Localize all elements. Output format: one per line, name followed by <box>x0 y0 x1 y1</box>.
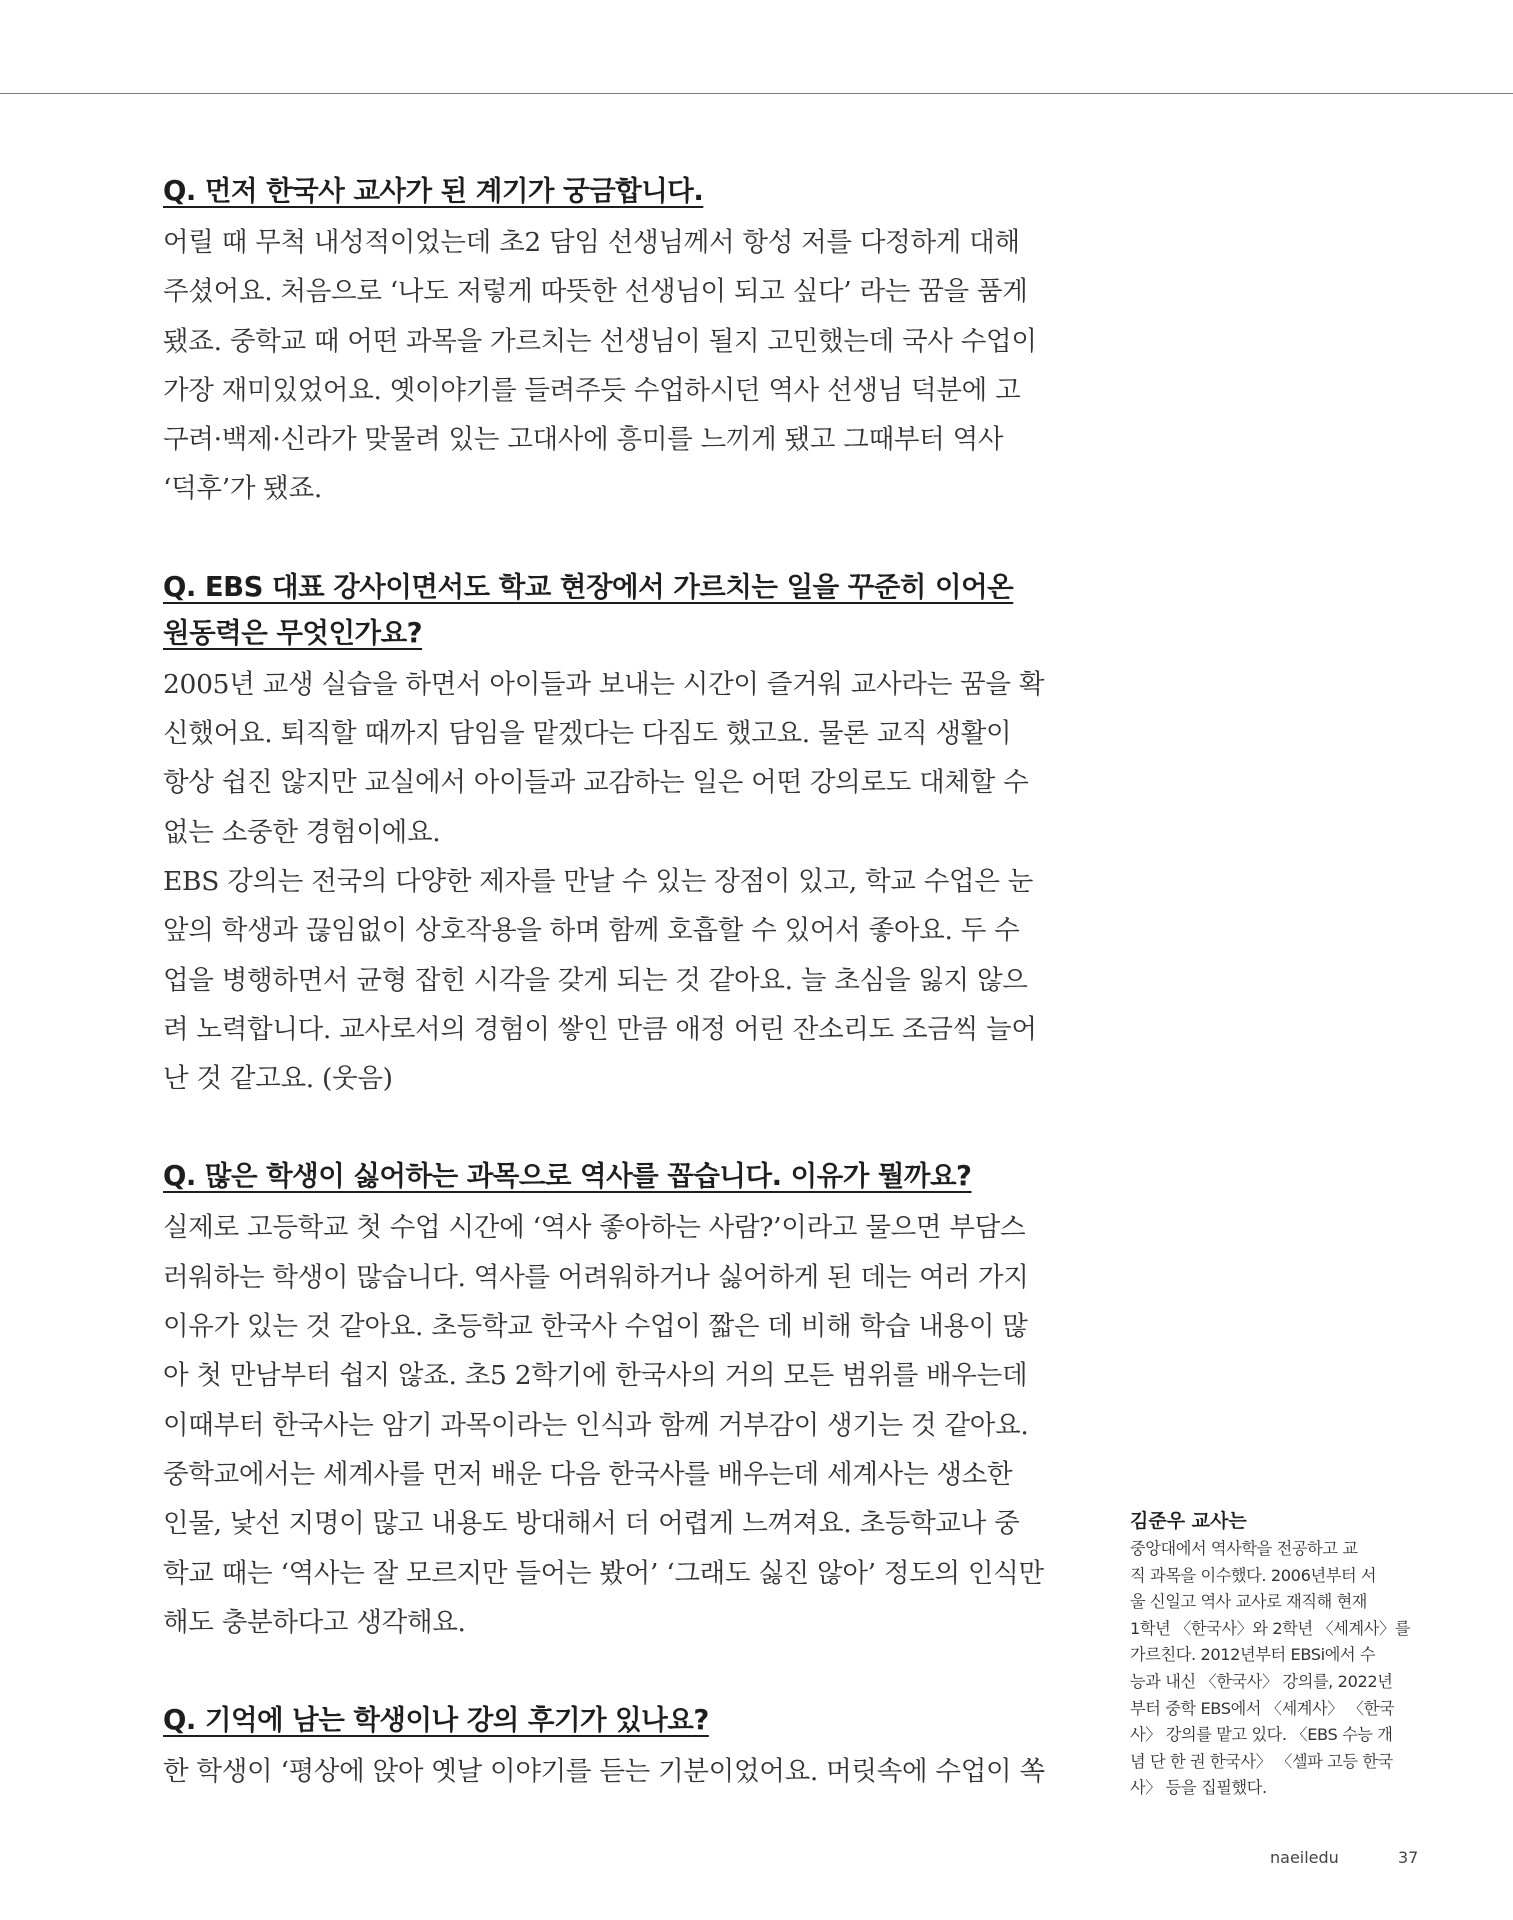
question-heading: Q. 기억에 남는 학생이나 강의 후기가 있나요? <box>163 1704 709 1737</box>
author-name: 김준우 교사는 <box>1130 1510 1247 1532</box>
question-heading: Q. 먼저 한국사 교사가 된 계기가 궁금합니다. <box>163 175 704 207</box>
qa-section <box>163 168 1037 514</box>
qa-section <box>163 564 1045 1104</box>
answer-text: 한 학생이 ‘평상에 앉아 옛날 이야기를 듣는 기분이었어요. 머릿속에 수업이 쏙 <box>163 1756 1045 1788</box>
question-heading: Q. EBS 대표 강사이면서도 학교 현장에서 가르치는 일을 꾸준히 이어온 원동력은 무엇인가요? <box>163 570 1014 649</box>
article-body <box>163 168 1045 1846</box>
answer-text: 2005년 교생 실습을 하면서 아이들과 보내는 시간이 즐거워 교사라는 꿈을 확 신했어요. 퇴직할 때까지 담임을 맡겠다는 다짐도 했고요. 물론 교직 생활이 항상 쉽진 않지만 교실에서 아이들과 교감하는 일은 어떤 강의로도 대체할 수 없는 소중한 경험이에요. EBS 강의는 전국의 다양한 제자를 만날 수 있는 장점이 있고, 학교 수업은 눈 앞의 학생과 끊임없이 상호작용을 하며 함께 호흡할 수 있어서 좋아요. 두 수 업을 병행하면서 균형 잡힌 시각을 갖게 되는 것 같아요. 늘 초심을 잃지 않으 려 노력합니다. 교사로서의 경험이 쌓인 만큼 애정 어린 잔소리도 조금씩 늘어 난 것 같고요. (웃음) <box>163 668 1045 1095</box>
author-profile <box>1130 1508 1430 1802</box>
qa-section <box>163 1153 1044 1647</box>
qa-section <box>163 1697 1045 1796</box>
answer-text: 실제로 고등학교 첫 수업 시간에 ‘역사 좋아하는 사람?’이라고 물으면 부담스 러워하는 학생이 많습니다. 역사를 어려워하거나 싫어하게 된 데는 여러 가지 이유가 있는 것 같아요. 초등학교 한국사 수업이 짧은 데 비해 학습 내용이 많 아 첫 만남부터 쉽지 않죠. 초5 2학기에 한국사의 거의 모든 범위를 배우는데 이때부터 한국사는 암기 과목이라는 인식과 함께 거부감이 생기는 것 같아요. 중학교에서는 세계사를 먼저 배운 다음 한국사를 배우는데 세계사는 생소한 인물, 낯선 지명이 많고 내용도 방대해서 더 어렵게 느껴져요. 초등학교나 중 학교 때는 ‘역사는 잘 모르지만 들어는 봤어’ ‘그래도 싫진 않아’ 정도의 인식만 해도 충분하다고 생각해요. <box>163 1212 1044 1638</box>
page-number: 37 <box>1398 1848 1419 1867</box>
answer-text: 어릴 때 무척 내성적이었는데 초2 담임 선생님께서 항성 저를 다정하게 대해 주셨어요. 처음으로 ‘나도 저렇게 따뜻한 선생님이 되고 싶다’ 라는 꿈을 품게 됐죠. 중학교 때 어떤 과목을 가르치는 선생님이 될지 고민했는데 국사 수업이 가장 재미있었어요. 옛이야기를 들려주듯 수업하시던 역사 선생님 덕분에 고 구려·백제·신라가 맞물려 있는 고대사에 흥미를 느끼게 됐고 그때부터 역사 ‘덕후’가 됐죠. <box>163 227 1037 505</box>
author-bio: 중앙대에서 역사학을 전공하고 교 직 과목을 이수했다. 2006년부터 서 울 신일고 역사 교사로 재직해 현재 1학년 〈한국사〉와 2학년 〈세계사〉를 가르친다. 2012년부터 EBSi에서 수 능과 내신 〈한국사〉 강의를, 2022년 부터 중학 EBS에서 〈세계사〉 〈한국 사〉 강의를 맡고 있다. 〈EBS 수능 개 념 단 한 권 한국사〉 〈셀파 고등 한국 사〉 등을 집필했다. <box>1130 1539 1411 1798</box>
question-heading: Q. 많은 학생이 싫어하는 과목으로 역사를 꼽습니다. 이유가 뭘까요? <box>163 1160 972 1193</box>
magazine-name: naeiledu <box>1270 1848 1339 1867</box>
header-rule <box>0 93 1513 94</box>
